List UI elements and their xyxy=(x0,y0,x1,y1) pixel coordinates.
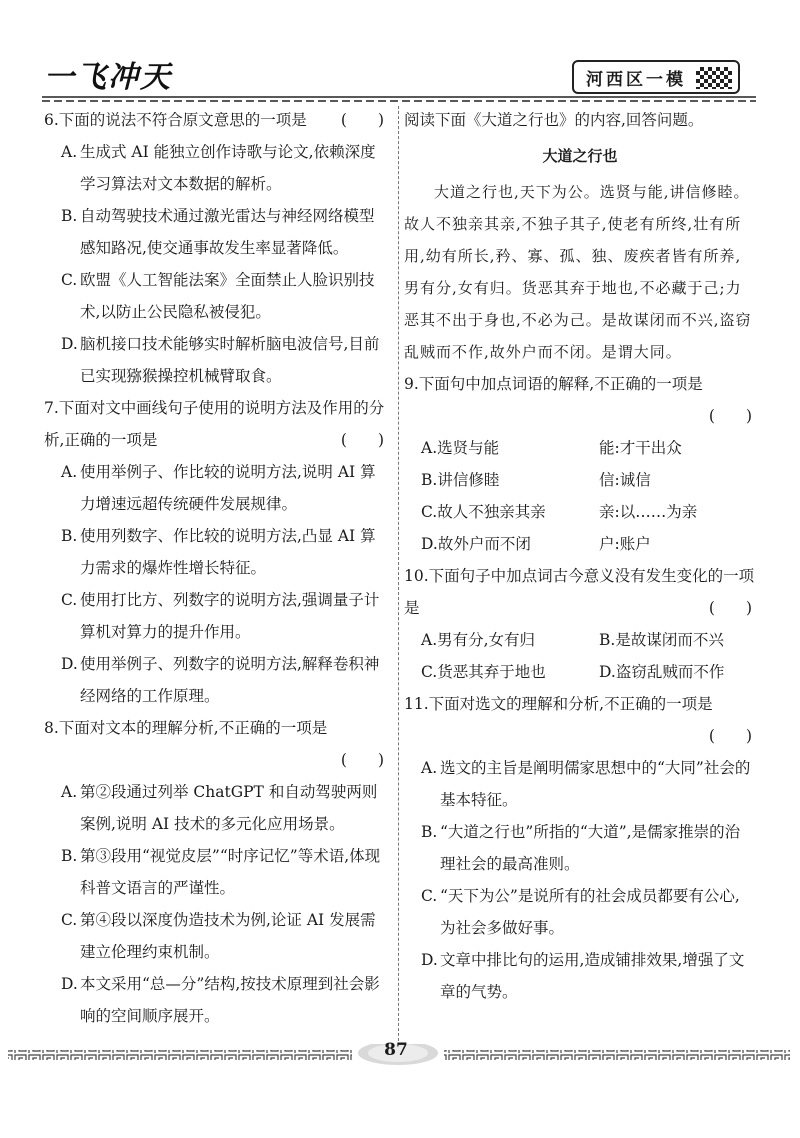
option-text: 第②段通过列举 ChatGPT 和自动驾驶两则案例,说明 AI 技术的多元化应用场景。 xyxy=(80,783,378,833)
option-text: 生成式 AI 能独立创作诗歌与论文,依赖深度学习算法对文本数据的解析。 xyxy=(80,143,376,193)
option-text: 欧盟《人工智能法案》全面禁止人脸识别技术,以防止公民隐私被侵犯。 xyxy=(80,271,375,321)
option-letter: D. xyxy=(421,535,438,553)
question-11 xyxy=(404,688,756,1008)
passage-text: 大道之行也,天下为公。选贤与能,讲信修睦。故人不独亲其亲,不独子其子,使老有所终,壮有所用,幼有所长,矜、寡、孤、独、废疾者皆有所养,男有分,女有归。货恶其弃于地也,不必藏于己;力恶其不出于身也,不必为己。是故谋闭而不兴,盗窃乱贼而不作,故外户而不闭。是谓大同。 xyxy=(404,183,752,361)
question-9 xyxy=(404,368,756,560)
question-stem: 11.下面对选文的理解和分析,不正确的一项是 xyxy=(404,695,713,713)
left-column xyxy=(44,104,388,1032)
option-letter: A. xyxy=(421,631,438,649)
option-letter: D. xyxy=(61,335,78,353)
column-divider xyxy=(398,106,399,1041)
option-text: “大道之行也”所指的“大道”,是儒家推崇的治理社会的最高准则。 xyxy=(440,823,741,873)
option-letter: C. xyxy=(421,887,438,905)
option-d[interactable] xyxy=(44,328,388,392)
option-text: 货恶其弃于地也 xyxy=(437,663,546,681)
answer-bracket[interactable]: ( ) xyxy=(708,727,752,745)
option-d[interactable] xyxy=(599,656,756,688)
option-d[interactable] xyxy=(44,648,388,712)
option-text: 自动驾驶技术通过激光雷达与神经网络模型感知路况,使交通事故发生率显著降低。 xyxy=(80,207,375,257)
answer-bracket[interactable]: ( ) xyxy=(708,599,752,617)
section-label-box xyxy=(572,60,740,94)
option-c[interactable] xyxy=(404,496,756,528)
answer-bracket[interactable]: ( ) xyxy=(340,111,384,129)
option-b[interactable] xyxy=(404,464,756,496)
option-meaning: 亲:以……为亲 xyxy=(599,503,698,521)
option-text: 使用列数字、作比较的说明方法,凸显 AI 算力需求的爆炸性增长特征。 xyxy=(80,527,376,577)
option-letter: B. xyxy=(599,631,616,649)
option-c[interactable] xyxy=(421,656,599,688)
option-b[interactable] xyxy=(404,816,756,880)
answer-bracket[interactable]: ( ) xyxy=(708,407,752,425)
answer-bracket[interactable]: ( ) xyxy=(340,751,384,769)
option-letter: C. xyxy=(61,911,78,929)
option-d[interactable] xyxy=(44,968,388,1032)
option-letter: C. xyxy=(61,271,78,289)
option-letter: B. xyxy=(421,823,438,841)
question-stem: 8.下面对文本的理解分析,不正确的一项是 xyxy=(44,719,328,737)
option-a[interactable] xyxy=(44,776,388,840)
option-a[interactable] xyxy=(44,136,388,200)
option-letter: C. xyxy=(421,663,438,681)
question-6 xyxy=(44,104,388,392)
option-text: 男有分,女有归 xyxy=(437,631,536,649)
option-phrase: 讲信修睦 xyxy=(437,471,500,489)
question-stem: 10.下面句子中加点词古今意义没有发生变化的一项是 xyxy=(404,567,755,617)
passage-title: 大道之行也 xyxy=(542,147,618,165)
option-text: 本文采用“总—分”结构,按技术原理到社会影响的空间顺序展开。 xyxy=(80,975,380,1025)
option-letter: B. xyxy=(61,527,78,545)
right-column xyxy=(404,104,756,1008)
question-stem: 9.下面句中加点词语的解释,不正确的一项是 xyxy=(404,375,703,393)
question-10 xyxy=(404,560,756,688)
page-header xyxy=(0,0,800,104)
option-b[interactable] xyxy=(44,840,388,904)
option-letter: B. xyxy=(61,207,78,225)
option-meaning: 能:才干出众 xyxy=(599,439,682,457)
checkerboard-icon xyxy=(696,67,732,89)
page-number: 87 xyxy=(384,1040,408,1060)
answer-bracket[interactable]: ( ) xyxy=(340,431,384,449)
option-phrase: 故外户而不闭 xyxy=(437,535,531,553)
option-c[interactable] xyxy=(44,904,388,968)
question-8 xyxy=(44,712,388,1032)
option-letter: A. xyxy=(421,439,438,457)
option-text: 脑机接口技术能够实时解析脑电波信号,目前已实现猕猴操控机械臂取食。 xyxy=(80,335,380,385)
question-stem: 6.下面的说法不符合原文意思的一项是 xyxy=(44,111,307,129)
question-stem: 7.下面对文中画线句子使用的说明方法及作用的分析,正确的一项是 xyxy=(44,399,385,449)
option-letter: D. xyxy=(61,655,78,673)
option-text: 盗窃乱贼而不作 xyxy=(615,663,725,681)
option-a[interactable] xyxy=(421,624,599,656)
option-d[interactable] xyxy=(404,944,756,1008)
option-letter: A. xyxy=(421,759,438,777)
option-a[interactable] xyxy=(44,456,388,520)
option-meaning: 信:诚信 xyxy=(599,471,651,489)
option-text: 使用打比方、列数字的说明方法,强调量子计算机对算力的提升作用。 xyxy=(80,591,380,641)
option-letter: D. xyxy=(61,975,78,993)
option-text: 选文的主旨是阐明儒家思想中的“大同”社会的基本特征。 xyxy=(440,759,751,809)
reading-instruction: 阅读下面《大道之行也》的内容,回答问题。 xyxy=(404,111,704,129)
option-b[interactable] xyxy=(44,520,388,584)
option-text: 是故谋闭而不兴 xyxy=(615,631,724,649)
question-7 xyxy=(44,392,388,712)
option-letter: D. xyxy=(421,951,438,969)
option-d[interactable] xyxy=(404,528,756,560)
option-text: 使用举例子、作比较的说明方法,说明 AI 算力增速远超传统硬件发展规律。 xyxy=(80,463,376,513)
option-letter: B. xyxy=(421,471,438,489)
header-divider xyxy=(42,96,756,102)
option-c[interactable] xyxy=(404,880,756,944)
option-a[interactable] xyxy=(404,432,756,464)
option-letter: A. xyxy=(61,143,78,161)
option-text: 第③段用“视觉皮层”“时序记忆”等术语,体现科普文语言的严谨性。 xyxy=(80,847,381,897)
option-b[interactable] xyxy=(599,624,756,656)
option-letter: D. xyxy=(599,663,616,681)
option-phrase: 选贤与能 xyxy=(437,439,500,457)
brand-logo-text: 一飞冲天 xyxy=(44,60,172,95)
option-letter: B. xyxy=(61,847,78,865)
section-label: 河西区一模 xyxy=(586,69,686,90)
option-text: “天下为公”是说所有的社会成员都要有公心,为社会多做好事。 xyxy=(440,887,740,937)
option-meaning: 户:账户 xyxy=(599,535,651,553)
option-letter: A. xyxy=(61,783,78,801)
option-letter: C. xyxy=(421,503,438,521)
option-text: 第④段以深度伪造技术为例,论证 AI 发展需建立伦理约束机制。 xyxy=(80,911,376,961)
option-c[interactable] xyxy=(44,584,388,648)
option-letter: A. xyxy=(61,463,78,481)
option-c[interactable] xyxy=(44,264,388,328)
option-letter: C. xyxy=(61,591,78,609)
option-text: 使用举例子、列数字的说明方法,解释卷积神经网络的工作原理。 xyxy=(80,655,380,705)
option-text: 文章中排比句的运用,造成铺排效果,增强了文章的气势。 xyxy=(440,951,745,1001)
option-phrase: 故人不独亲其亲 xyxy=(437,503,546,521)
option-b[interactable] xyxy=(44,200,388,264)
option-a[interactable] xyxy=(404,752,756,816)
